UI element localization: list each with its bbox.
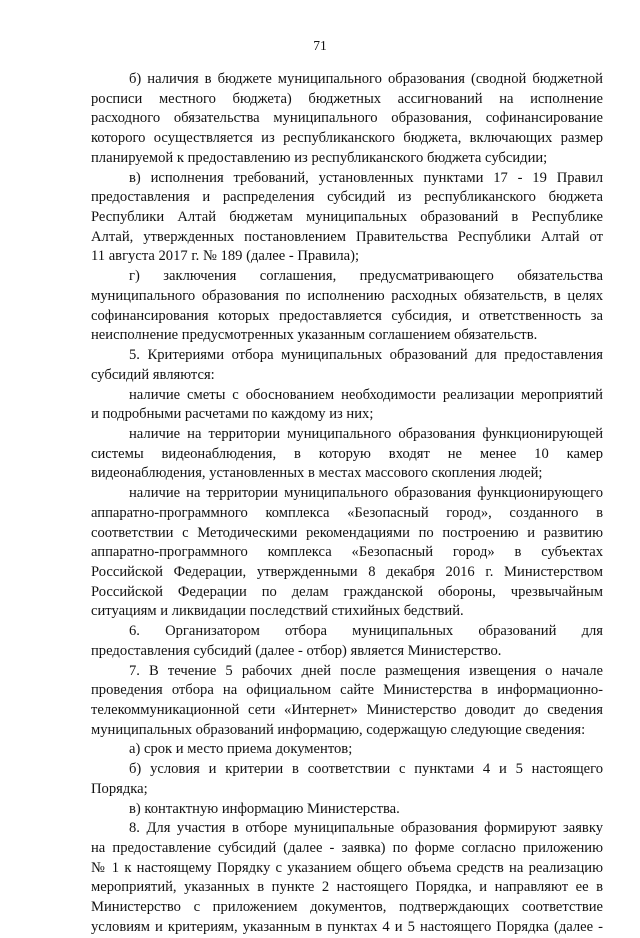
text-line: Алтай, утвержденных постановлением Правительства Республики Алтай от bbox=[91, 228, 603, 245]
text-line: на предоставление субсидий (далее - заявка) по форме согласно приложению bbox=[91, 840, 603, 857]
text-line: муниципальных образований информацию, содержащую следующие сведения: bbox=[91, 721, 586, 738]
text-line: предоставления субсидий (далее - отбор) является Министерство. bbox=[91, 642, 502, 659]
text-line: № 1 к настоящему Порядку с указанием общего объема средств на реализацию bbox=[91, 859, 603, 876]
text-line: и подробными расчетами по каждому из них; bbox=[91, 406, 374, 423]
text-line: г) заключения соглашения, предусматривающего обязательства bbox=[129, 268, 603, 285]
text-line: которого осуществляется из республиканского бюджета, включающих размер bbox=[91, 130, 603, 147]
text-line: аппаратно-программного комплекса «Безопасный город», созданного в bbox=[91, 504, 603, 521]
text-line: предоставления и распределения субсидий из республиканского бюджета bbox=[91, 189, 603, 206]
text-line: Республики Алтай бюджетам муниципальных образований в Республике bbox=[91, 209, 603, 226]
text-line: Российской Федерации, утвержденными 8 декабря 2016 г. Министерством bbox=[91, 563, 603, 580]
text-line: расходного обязательства муниципального образования, софинансирование bbox=[91, 110, 603, 127]
text-line: видеонаблюдения, установленных в местах массового скопления людей; bbox=[91, 465, 543, 482]
text-line: Порядка; bbox=[91, 780, 148, 797]
text-line: системы видеонаблюдения, в которую входят не менее 10 камер bbox=[91, 445, 603, 462]
text-line: соответствии с Методическими рекомендациями по построению и развитию bbox=[91, 524, 603, 541]
text-line: Министерство с приложением документов, подтверждающих соответствие bbox=[91, 899, 603, 916]
text-line: неисполнение предусмотренных указанным соглашением обязательств. bbox=[91, 327, 538, 344]
text-line: софинансирования которых предоставляется субсидия, и ответственность за bbox=[91, 307, 603, 324]
text-line: 11 августа 2017 г. № 189 (далее - Правила); bbox=[91, 248, 360, 265]
text-line: проведения отбора на официальном сайте Министерства в информационно- bbox=[91, 682, 603, 699]
document-body bbox=[91, 70, 603, 938]
text-line: а) срок и место приема документов; bbox=[129, 741, 353, 758]
text-line: муниципального образования по исполнению расходных обязательств, в целях bbox=[91, 287, 603, 304]
text-line: 6. Организатором отбора муниципальных образований для bbox=[129, 623, 603, 640]
text-line: условиям и критериям, указанным в пунктах 4 и 5 настоящего Порядка (далее - bbox=[91, 918, 603, 935]
text-line: росписи местного бюджета) бюджетных ассигнований на исполнение bbox=[91, 90, 603, 107]
text-line: аппаратно-программного комплекса «Безопасный город» в субъектах bbox=[91, 544, 603, 561]
text-line: б) условия и критерии в соответствии с пунктами 4 и 5 настоящего bbox=[129, 761, 603, 778]
page-number: 71 bbox=[313, 38, 327, 53]
text-line: 8. Для участия в отборе муниципальные образования формируют заявку bbox=[129, 820, 603, 837]
text-line: ситуациям и ликвидации последствий стихийных бедствий. bbox=[91, 603, 464, 620]
text-line: 5. Критериями отбора муниципальных образований для предоставления bbox=[129, 347, 603, 364]
text-line: б) наличия в бюджете муниципального образования (сводной бюджетной bbox=[129, 71, 603, 87]
text-line: телекоммуникационной сети «Интернет» Министерство доводит до сведения bbox=[91, 702, 603, 718]
text-line: в) исполнения требований, установленных пунктами 17 - 19 Правил bbox=[129, 169, 603, 186]
text-line: субсидий являются: bbox=[91, 366, 215, 383]
text-line: наличие на территории муниципального образования функционирующего bbox=[129, 485, 603, 502]
text-line: наличие на территории муниципального образования функционирующей bbox=[129, 425, 603, 442]
text-line: в) контактную информацию Министерства. bbox=[129, 800, 400, 817]
text-line: мероприятий, указанных в пункте 2 настоящего Порядка, и направляют ее в bbox=[91, 879, 603, 896]
text-line: Российской Федерации по делам гражданской обороны, чрезвычайным bbox=[91, 583, 603, 600]
text-line: наличие сметы с обоснованием необходимости реализации мероприятий bbox=[129, 386, 603, 403]
text-line: планируемой к предоставлению из республиканского бюджета субсидии; bbox=[91, 149, 548, 166]
text-line: 7. В течение 5 рабочих дней после размещения извещения о начале bbox=[129, 662, 603, 679]
